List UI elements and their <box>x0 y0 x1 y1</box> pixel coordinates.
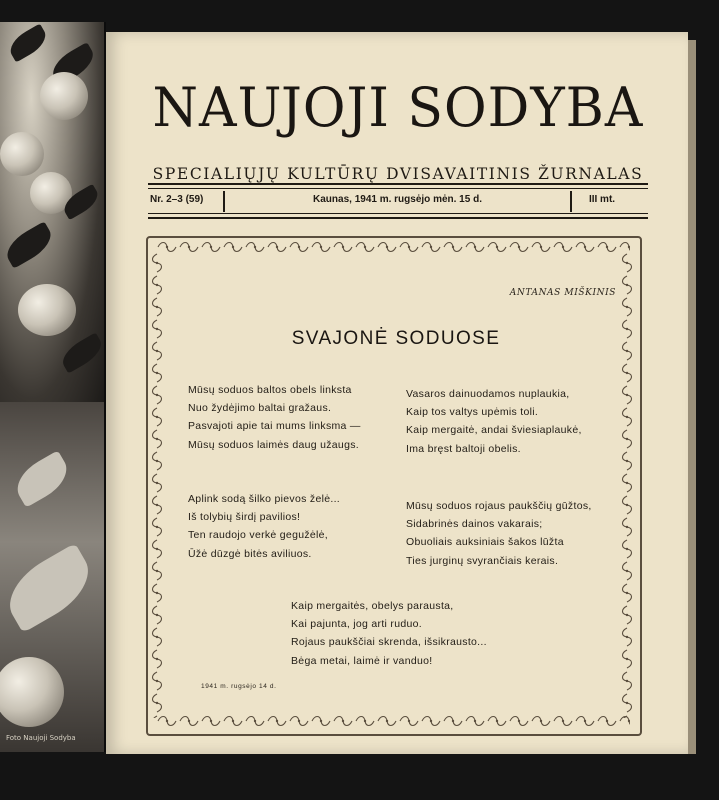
verse-line: Mūsų soduos rojaus paukščių gūžtos, <box>406 500 592 512</box>
magazine-page <box>106 32 688 754</box>
verse-line: Pasvajoti apie tai mums linksma — <box>188 420 361 433</box>
verse-line: Obuoliais auksiniais šakos lūžta <box>406 536 564 549</box>
verse-line: Kaip mergaitė, andai šviesiaplaukė, <box>406 424 582 437</box>
verse-line: Ties jurginų svyrančiais kerais. <box>406 554 559 567</box>
issue-number: Nr. 2–3 (59) <box>150 194 204 205</box>
verse-line: Nuo žydėjimo baltai gražaus. <box>188 402 332 415</box>
masthead-title: NAUJOJI SODYBA <box>152 76 644 140</box>
stanza-2 <box>406 385 582 458</box>
verse-line: Ten raudojo verkė gegužėlė, <box>188 529 329 542</box>
ornament-border-top <box>156 241 630 253</box>
leaves-photo <box>0 402 104 752</box>
verse-line: Sidabrinės dainos vakarais; <box>406 518 543 531</box>
verse-line: Ima bręst baltoji obelis. <box>406 442 521 455</box>
verse-line: Kaip mergaitės, obelys parausta, <box>291 600 454 612</box>
poem-title: SVAJONĖ SODUOSE <box>291 328 501 349</box>
ornament-border-left <box>151 252 163 718</box>
stanza-1 <box>188 381 361 454</box>
verse-line: Vasaros dainuodamos nuplaukia, <box>406 388 570 400</box>
apple-branch-photo <box>0 22 104 402</box>
verse-line: Rojaus paukščiai skrenda, išsikrausto... <box>291 636 487 649</box>
poem-author: ANTANAS MIŠKINIS <box>509 288 616 298</box>
facing-page-photo <box>0 22 106 752</box>
rule <box>148 188 648 189</box>
verse-line: Bėga metai, laimė ir vanduo! <box>291 654 433 667</box>
photo-credit: Foto Naujoji Sodyba <box>6 734 76 742</box>
stanza-5 <box>291 597 487 670</box>
rule <box>148 183 648 185</box>
stanza-4 <box>406 497 592 570</box>
volume-year: III mt. <box>588 194 616 205</box>
rule <box>148 217 648 219</box>
verse-line: Aplink sodą šilko pievos želė... <box>188 493 341 505</box>
verse-line: Mūsų soduos baltos obels linksta <box>188 384 352 396</box>
ornament-border-right <box>621 252 633 718</box>
issue-date: Kaunas, 1941 m. rugsėjo mėn. 15 d. <box>313 194 482 205</box>
stanza-3 <box>188 490 340 563</box>
ornament-border-bottom <box>156 715 630 727</box>
verse-line: Kai pajunta, jog arti ruduo. <box>291 618 422 631</box>
rule <box>148 213 648 214</box>
verse-line: Iš tolybių širdį pavilios! <box>188 511 301 524</box>
masthead-subtitle: SPECIALIŲJŲ KULTŪRŲ DVISAVAITINIS ŽURNALAS <box>152 165 644 183</box>
verse-line: Mūsų soduos laimės daug užaugs. <box>188 438 359 451</box>
verse-line: Kaip tos valtys upėmis toli. <box>406 406 539 419</box>
page-edge <box>688 40 696 754</box>
poem-signed-date: 1941 m. rugsėjo 14 d. <box>201 683 277 690</box>
verse-line: Ūžė dūzgė bitės aviliuos. <box>188 547 312 560</box>
